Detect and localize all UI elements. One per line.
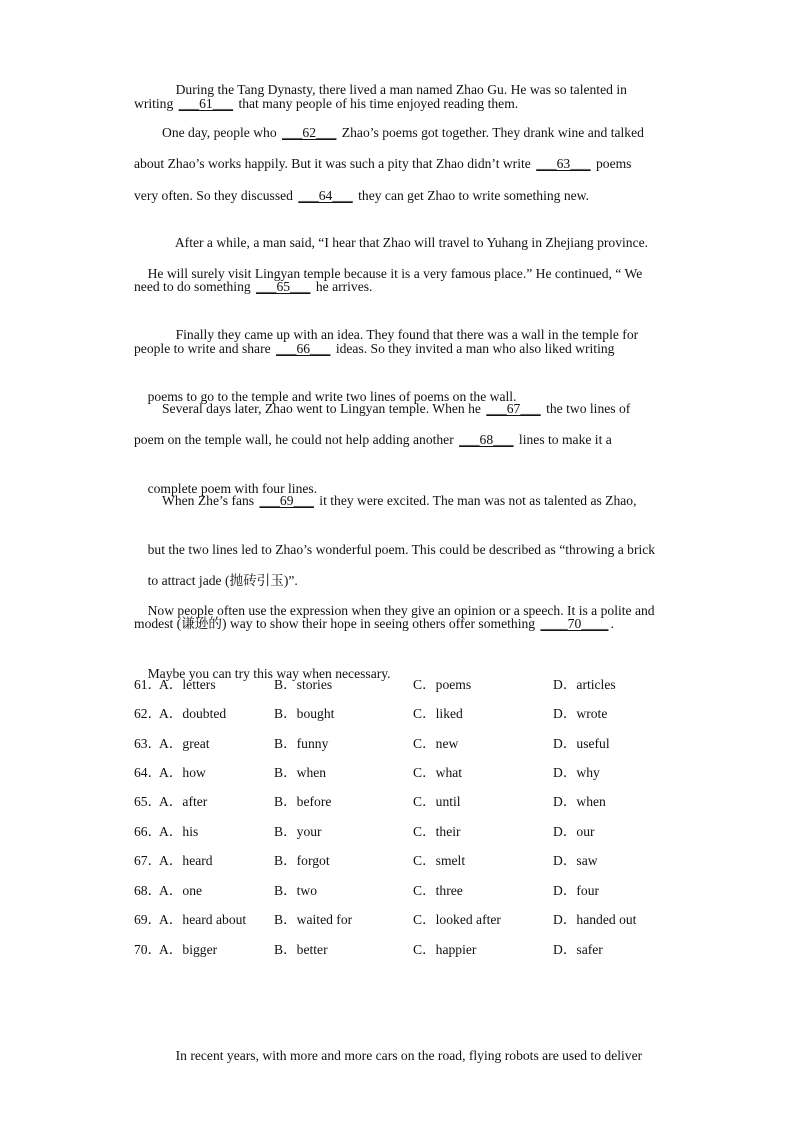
question-number: 68． [134,883,162,898]
option-a: A．heard [159,853,213,868]
option-b: B．better [274,942,328,957]
passage-text: poems to go to the temple and write two lines of poems on the wall. [147,389,517,404]
passage-text: but the two lines led to Zhao’s wonderful poem. This could be described as “throwing a brick [147,542,656,557]
question-row-66 [134,823,694,841]
question-number: 62． [134,706,162,721]
passage-line [134,278,372,296]
option-c: C．looked after [413,912,501,927]
question-row-68 [134,882,694,900]
option-b: B．two [274,883,318,898]
option-c: C．three [413,883,463,898]
passage-text: he arrives. [312,279,373,294]
option-c: C．new [413,736,459,751]
blank-66: ___66___ [276,341,331,356]
option-a: A．one [159,883,203,898]
question-number: 66． [134,824,162,839]
option-d: D．our [553,824,595,839]
blank-68: ___68___ [459,432,514,447]
option-a: A．bigger [159,942,218,957]
option-b: B．waited for [274,912,353,927]
passage-text: need to do something [134,279,255,294]
option-c: C．happier [413,942,477,957]
question-row-69 [134,911,694,929]
passage-text: they can get Zhao to write something new. [354,188,590,203]
passage-text: Now people often use the expression when they give an opinion or a speech. It is a polite and [147,603,655,618]
option-b: B．before [274,794,332,809]
passage-line [134,155,631,173]
option-c: C．their [413,824,461,839]
option-c: C．what [413,765,463,780]
question-row-61 [134,676,694,694]
passage-line [134,187,589,205]
option-d: D．why [553,765,600,780]
passage-line [162,400,630,418]
option-d: D．when [553,794,606,809]
passage-line [134,431,612,449]
question-number: 70． [134,942,162,957]
option-b: B．stories [274,677,333,692]
option-d: D．useful [553,736,610,751]
option-d: D．safer [553,942,603,957]
passage-line [162,124,644,142]
option-b: B．bought [274,706,335,721]
option-c: C．poems [413,677,472,692]
option-a: A．how [159,765,206,780]
option-d: D．saw [553,853,598,868]
option-a: A．doubted [159,706,227,721]
passage-text: to attract jade (抛砖引玉)”. [147,573,298,588]
passage-text: that many people of his time enjoyed reading them. [235,96,519,111]
option-d: D．handed out [553,912,637,927]
option-a: A．after [159,794,208,809]
passage-text: ideas. So they invited a man who also liked writing [332,341,615,356]
passage-text: During the Tang Dynasty, there lived a man named Zhao Gu. He was so talented in [175,82,627,97]
option-a: A．his [159,824,199,839]
question-row-70 [134,941,694,959]
option-c: C．liked [413,706,463,721]
blank-61: ___61___ [178,96,234,111]
passage-text: . [610,616,614,631]
question-number: 67． [134,853,162,868]
question-row-67 [134,852,694,870]
passage-text: poems [592,156,632,171]
blank-69: ___69___ [259,493,314,508]
passage-text: modest (谦逊的) way to show their hope in seeing others offer something [134,616,539,631]
option-a: A．great [159,736,210,751]
passage-text: poem on the temple wall, he could not help adding another [134,432,458,447]
question-row-63 [134,735,694,753]
question-number: 61． [134,677,162,692]
passage-text: the two lines of [542,401,631,416]
option-b: B．when [274,765,327,780]
option-d: D．articles [553,677,616,692]
passage-text: people to write and share [134,341,275,356]
blank-67: ___67___ [486,401,541,416]
passage-text: Finally they came up with an idea. They found that there was a wall in the temple for [175,327,639,342]
option-a: A．letters [159,677,216,692]
passage-text: One day, people who [162,125,281,140]
question-number: 63． [134,736,162,751]
passage-text: about Zhao’s works happily. But it was such a pity that Zhao didn’t write [134,156,535,171]
passage-text: In recent years, with more and more cars on the road, flying robots are used to deliver [175,1048,643,1063]
blank-63: ___63___ [536,156,591,171]
passage-text: very often. So they discussed [134,188,297,203]
passage-text: lines to make it a [515,432,612,447]
question-row-65 [134,793,694,811]
option-d: D．wrote [553,706,608,721]
blank-70: ____70____ [540,616,609,631]
passage-text: writing [134,96,177,111]
passage-text: He will surely visit Lingyan temple because it is a very famous place.” He continued, “ We [147,266,643,281]
passage-text: When Zhe’s fans [162,493,258,508]
option-b: B．your [274,824,322,839]
passage-line [162,492,637,510]
option-d: D．four [553,883,600,898]
question-number: 69． [134,912,162,927]
passage-line [134,340,614,358]
option-c: C．smelt [413,853,466,868]
blank-64: ___64___ [298,188,353,203]
option-b: B．funny [274,736,329,751]
passage-line [134,95,518,113]
passage-line [162,1029,642,1083]
question-number: 65． [134,794,162,809]
passage-text: Maybe you can try this way when necessary. [147,666,391,681]
passage-text: Several days later, Zhao went to Lingyan temple. When he [162,401,485,416]
option-a: A．heard about [159,912,247,927]
blank-62: ___62___ [282,125,337,140]
passage-text: it they were excited. The man was not as talented as Zhao, [315,493,637,508]
option-b: B．forgot [274,853,330,868]
question-row-64 [134,764,694,782]
passage-text: After a while, a man said, “I hear that Zhao will travel to Yuhang in Zhejiang province. [174,235,649,250]
question-number: 64． [134,765,162,780]
passage-line [134,615,614,633]
option-c: C．until [413,794,461,809]
passage-text: complete poem with four lines. [147,481,318,496]
question-row-62 [134,705,694,723]
passage-text: Zhao’s poems got together. They drank wine and talked [338,125,644,140]
blank-65: ___65___ [256,279,311,294]
